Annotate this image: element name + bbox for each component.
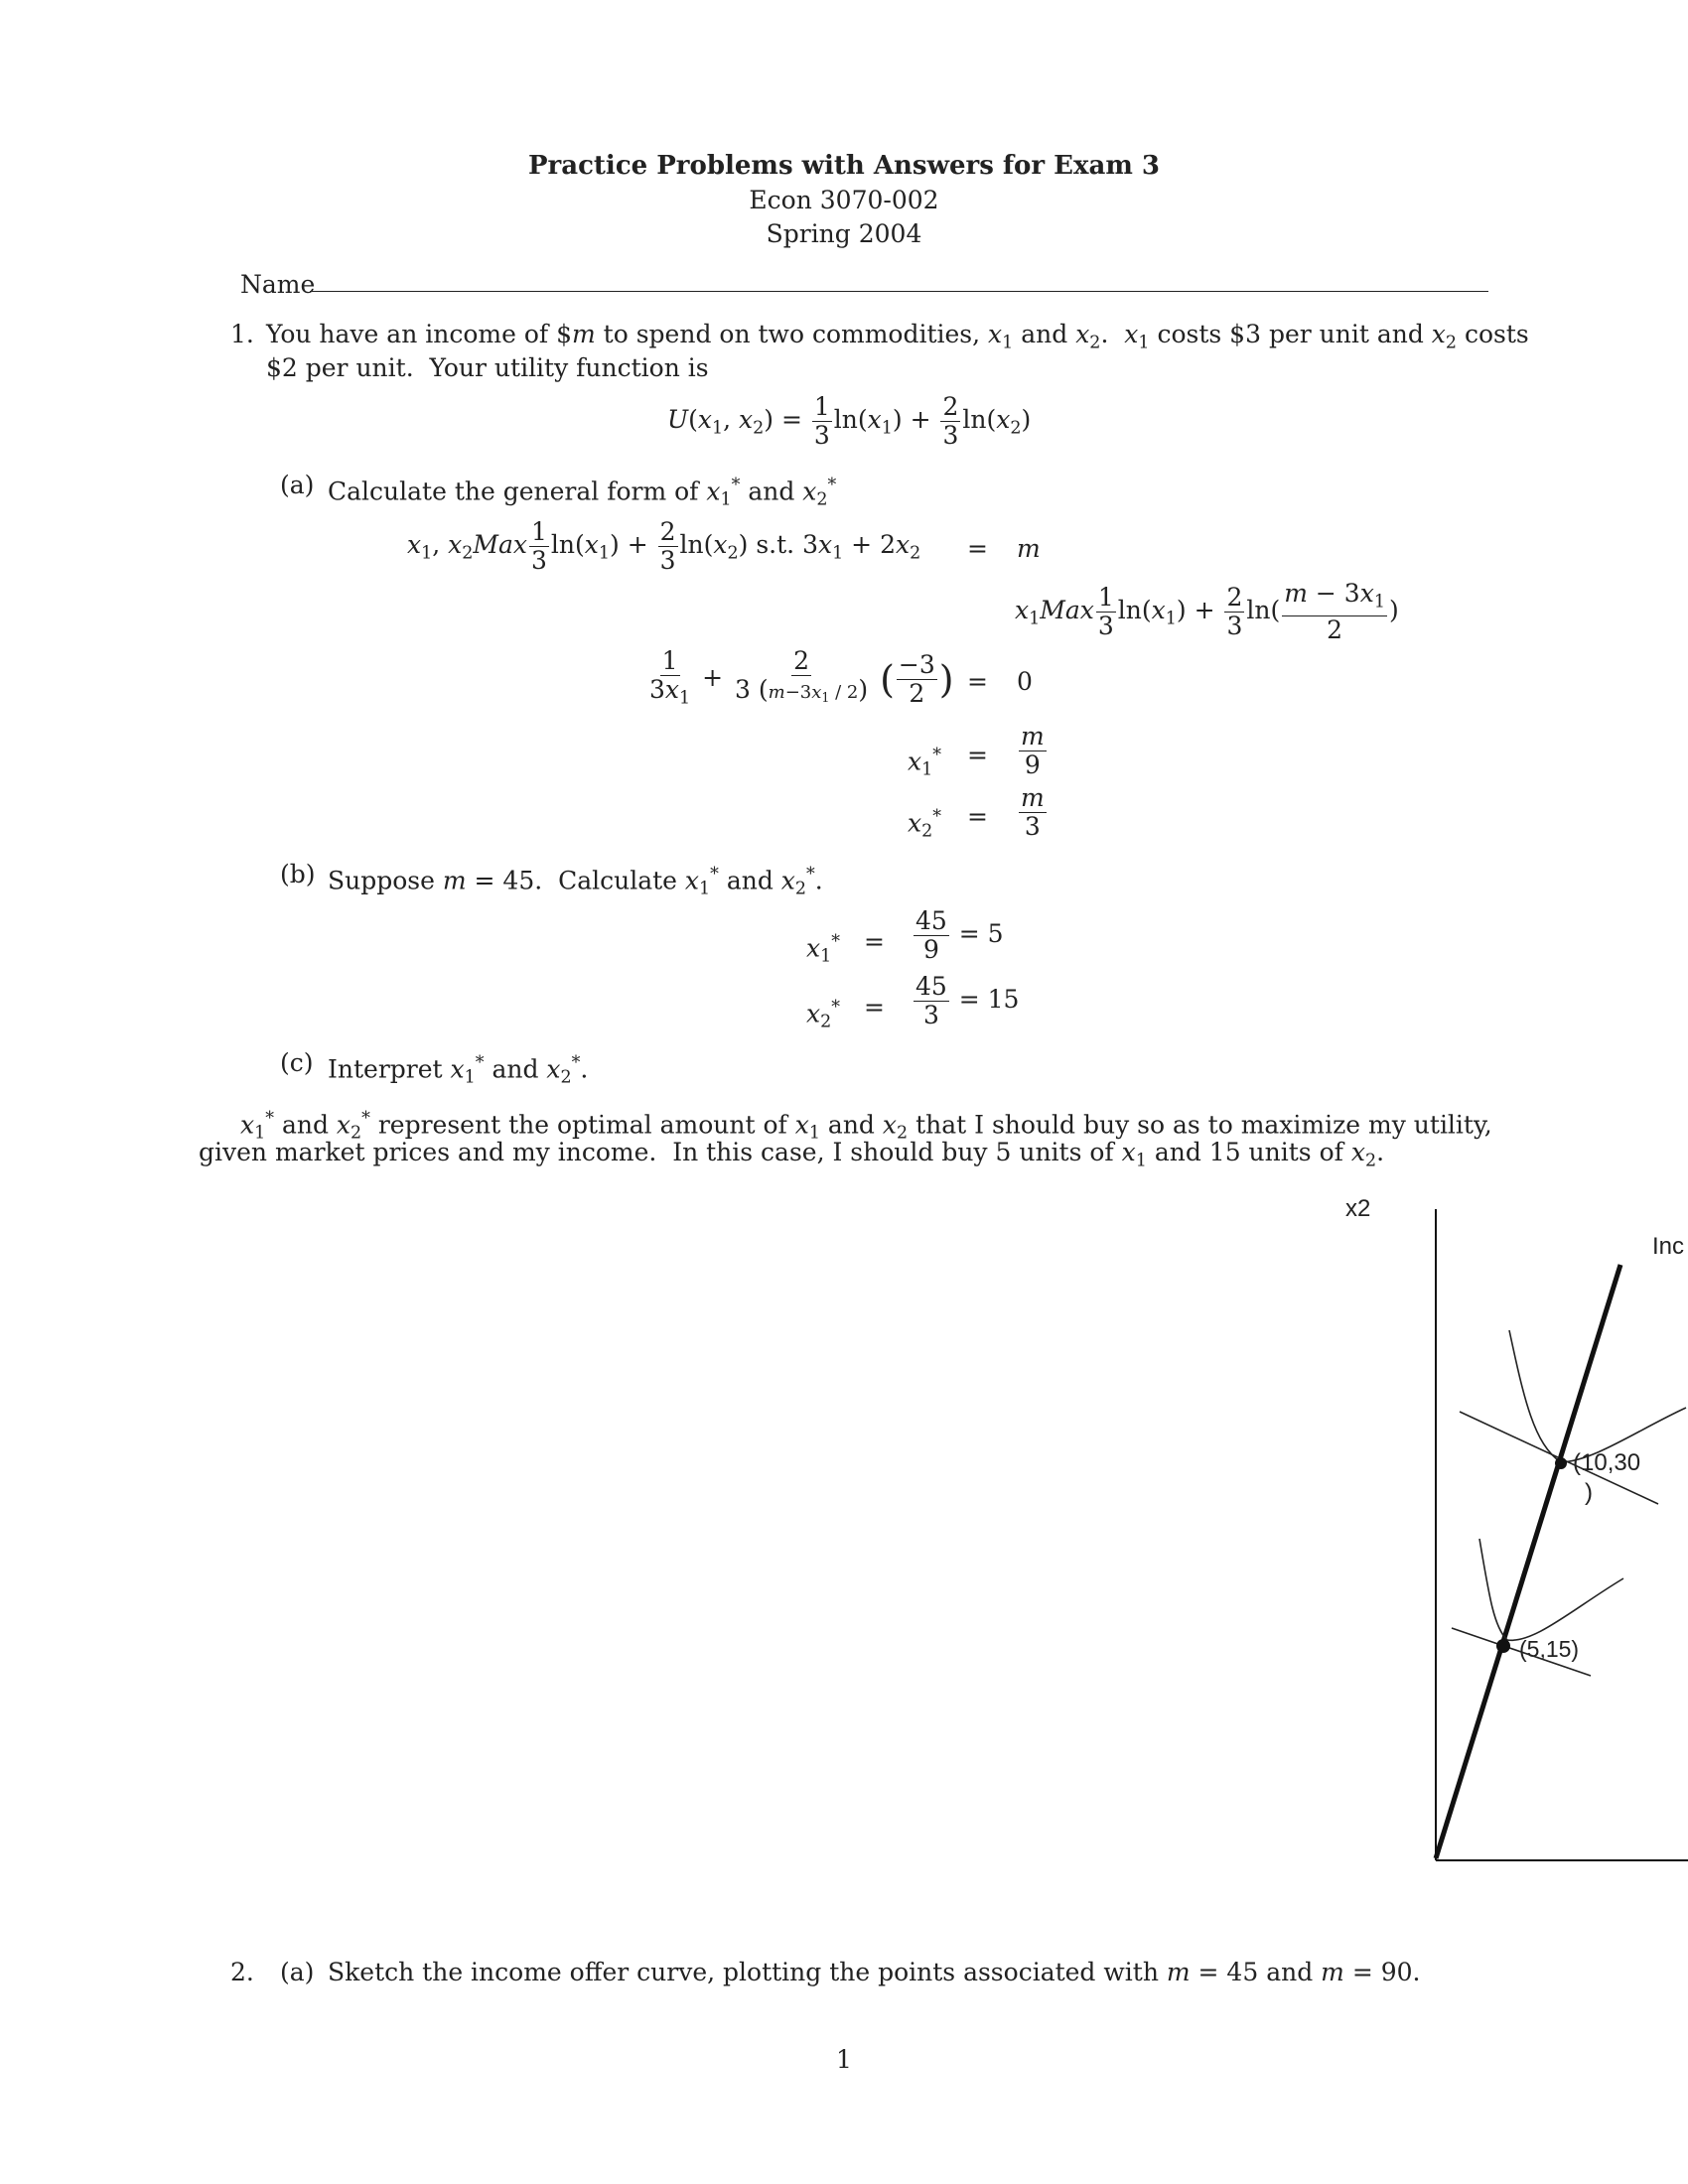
part-a-label: (a) — [280, 471, 315, 499]
document-title: Practice Problems with Answers for Exam 3 — [528, 151, 1160, 181]
y-axis-label: x2 — [1345, 1195, 1371, 1222]
part-c-answer-line2: given market prices and my income. In this case, I should buy 5 units of $x_1$ and 15 units of $x_2$. — [199, 1138, 1385, 1171]
point-high-label-cont: ) — [1585, 1479, 1593, 1506]
problem-2-number: 2. — [230, 1958, 254, 1986]
part-a-row2: $x_1Max$ $\frac{1}{3}$ $\ln(x_1)$ + $\frac{2}{3}$ ln( $\frac{m - 3x_1}{2}$ ) — [1015, 579, 1399, 645]
income-offer-curve-figure — [1340, 1191, 1688, 1876]
part-b-x2-lhs: $x_2^*$ — [806, 998, 840, 1032]
point-high — [1555, 1457, 1567, 1469]
part-b-x2-eq: = — [864, 993, 885, 1022]
part-a-text: Calculate the general form of $x_1^*$ and $x_2^*$ — [328, 476, 837, 510]
part-a-row5-eq: = — [967, 802, 988, 831]
term: Spring 2004 — [766, 219, 922, 248]
indifference-curve-high — [1509, 1330, 1686, 1462]
part-b-x2-value: $\frac{45}{3}$ = 15 — [915, 972, 1020, 1029]
part-a-row5-lhs: $x_2^*$ — [908, 807, 941, 842]
part-b-x1-value: $\frac{45}{9}$ = 5 — [915, 906, 1004, 964]
part-a-row3-lhs: $\frac{1}{3x_1}$ + $\frac{2}{3 (m-3x_1 / 2)}$ ( $\frac{-3}{2}$ ) — [649, 646, 954, 709]
point-low-label: (5,15) — [1519, 1636, 1580, 1662]
utility-function: $U(x_1$, $x_2$) = $\frac{1}{3}$ $\ln(x_1)$ + $\frac{2}{3}$ $\ln(x_2)$ — [667, 392, 1032, 450]
part-a-row1-rhs: m — [1017, 534, 1041, 563]
part-a-row5-rhs: $\frac{m}{3}$ — [1021, 783, 1045, 841]
part-a-row4-rhs: $\frac{m}{9}$ — [1021, 722, 1045, 779]
problem-2-part-a-label: (a) — [280, 1958, 315, 1986]
point-low — [1496, 1639, 1510, 1653]
point-high-label: (10,30 — [1573, 1449, 1641, 1476]
problem-1-intro-line2: $2 per unit. Your utility function is — [266, 353, 709, 382]
indifference-curve-low — [1479, 1539, 1623, 1640]
part-a-row1-lhs: $x_1$, $x_2Max$ $\frac{1}{3}$ $\ln(x_1)$ + $\frac{2}{3}$ $\ln(x_2)$ s.t. $3x_1 + 2x_2$ — [407, 517, 921, 575]
part-a-row4-lhs: $x_1^*$ — [908, 746, 941, 780]
part-c-label: (c) — [280, 1048, 314, 1077]
name-label: Name — [240, 270, 316, 299]
part-c-answer-line1: $x_1^*$ and $x_2^*$ represent the optimal amount of $x_1$ and $x_2$ that I should buy so as to maximize my utility, — [240, 1109, 1492, 1144]
problem-1-intro-line1: You have an income of $m to spend on two commodities, $x_1$ and $x_2$. $x_1$ costs $3 per unit and $x_2$ costs — [266, 320, 1529, 353]
part-b-x1-eq: = — [864, 927, 885, 956]
page-number: 1 — [836, 2045, 852, 2074]
part-c-text: Interpret $x_1^*$ and $x_2^*$. — [328, 1053, 589, 1088]
course-code: Econ 3070-002 — [749, 186, 939, 214]
part-b-x1-lhs: $x_1^*$ — [806, 932, 840, 967]
part-a-row1-eq: = — [967, 534, 988, 563]
problem-1-number: 1. — [230, 320, 254, 348]
name-line — [310, 291, 1488, 292]
part-a-row3-rhs: 0 — [1017, 667, 1033, 696]
part-a-row4-eq: = — [967, 741, 988, 769]
part-a-row3-eq: = — [967, 667, 988, 696]
part-b-label: (b) — [280, 860, 316, 888]
income-offer-curve — [1436, 1265, 1620, 1858]
part-b-text: Suppose m = 45. Calculate $x_1^*$ and $x_2^*$. — [328, 865, 823, 899]
problem-2-part-a-text: Sketch the income offer curve, plotting the points associated with m = 45 and m = 90. — [328, 1958, 1421, 1986]
curve-label: Inc — [1652, 1233, 1685, 1260]
